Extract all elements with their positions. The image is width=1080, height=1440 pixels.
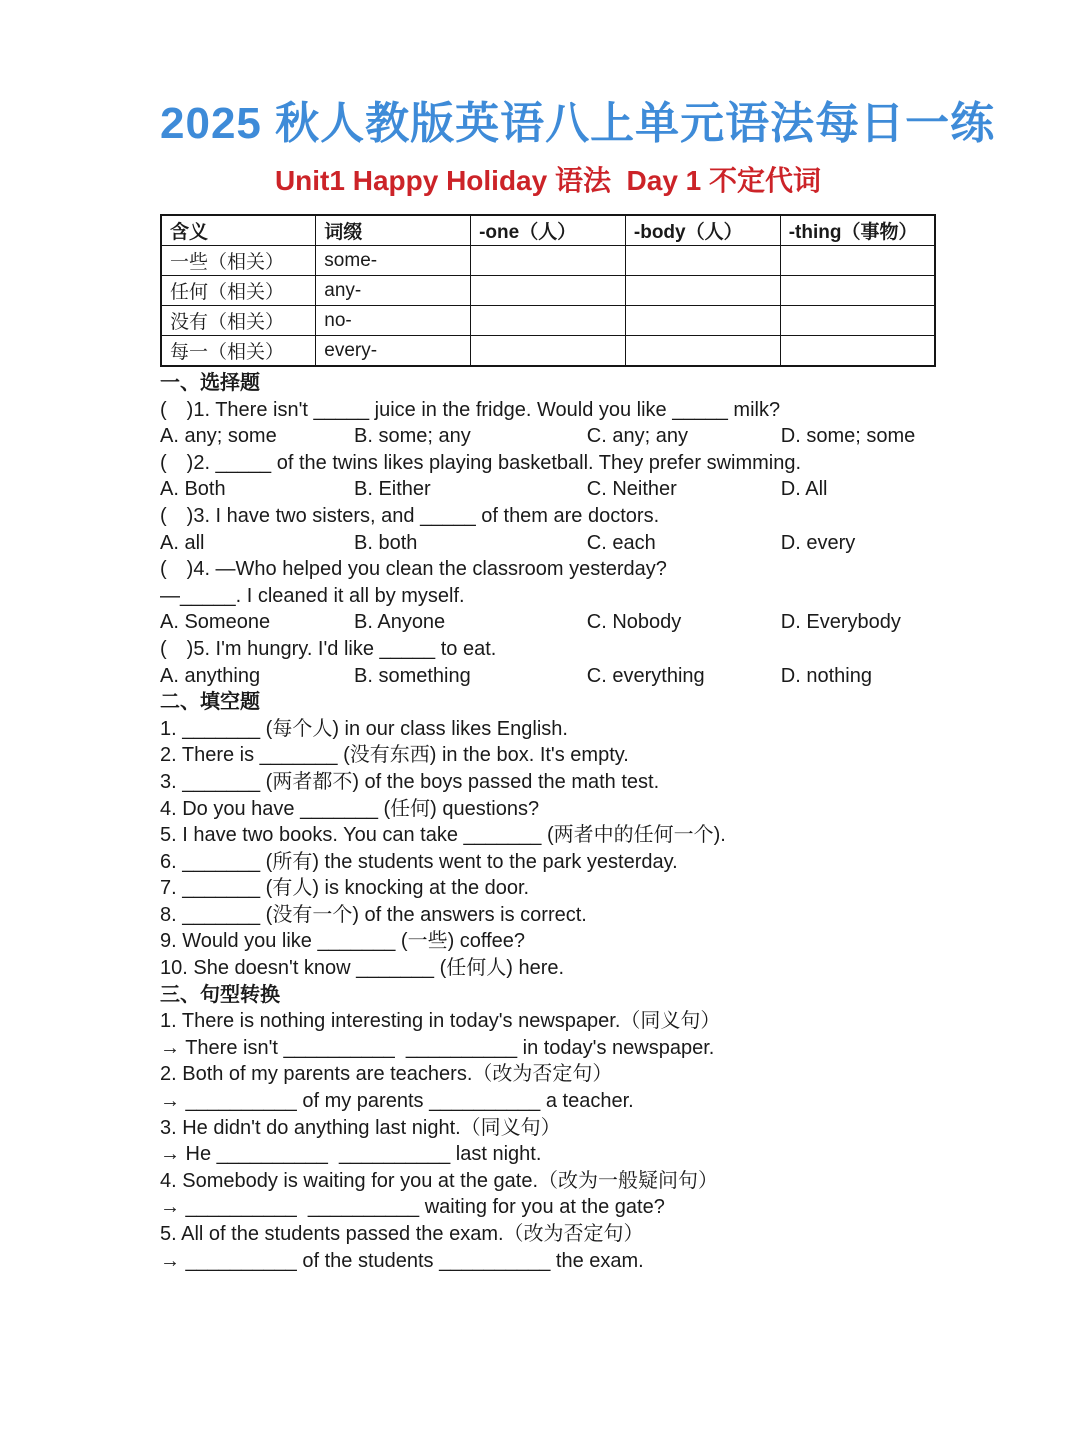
table-blank-cell bbox=[780, 246, 935, 276]
table-cell: some- bbox=[316, 246, 471, 276]
question-line: 3. _______ (两者都不) of the boys passed the math test. bbox=[160, 770, 660, 793]
section-heading: 二、填空题 bbox=[160, 691, 260, 714]
question-line: 6. _______ (所有) the students went to the park yesterday. bbox=[160, 850, 678, 873]
options-row bbox=[160, 530, 936, 557]
question-line: → __________ of my parents __________ a teacher. bbox=[160, 1090, 634, 1113]
option: D. some; some bbox=[780, 425, 916, 448]
prefix-table bbox=[160, 214, 936, 367]
question-line: 7. _______ (有人) is knocking at the door. bbox=[160, 877, 530, 900]
options-row bbox=[160, 423, 936, 450]
question-line: ( )1. There isn't _____ juice in the fridge. Would you like _____ milk? bbox=[160, 398, 781, 421]
table-blank-cell bbox=[471, 276, 626, 306]
options-row bbox=[160, 663, 936, 690]
option: D. Everybody bbox=[780, 611, 901, 634]
question-line: 4. Somebody is waiting for you at the gate.（改为一般疑问句） bbox=[160, 1169, 718, 1192]
section-heading: 三、句型转换 bbox=[160, 983, 280, 1006]
question-line: 8. _______ (没有一个) of the answers is correct. bbox=[160, 903, 587, 926]
option: D. nothing bbox=[780, 664, 872, 687]
option: C. Neither bbox=[586, 478, 677, 501]
table-row bbox=[161, 276, 935, 306]
table-row bbox=[161, 306, 935, 336]
question-line: 1. _______ (每个人) in our class likes English. bbox=[160, 717, 568, 740]
table-cell: 一些（相关） bbox=[161, 246, 316, 276]
page-subtitle: Unit1 Happy Holiday 语法 Day 1 不定代词 bbox=[274, 165, 822, 196]
option: B. something bbox=[354, 664, 471, 687]
question-line: 2. There is _______ (没有东西) in the box. It's empty. bbox=[160, 744, 629, 767]
table-cell: 任何（相关） bbox=[161, 276, 316, 306]
table-cell: every- bbox=[316, 336, 471, 367]
options-row bbox=[160, 609, 936, 636]
option: A. Both bbox=[160, 478, 226, 501]
question-line: → There isn't __________ __________ in today's newspaper. bbox=[160, 1036, 715, 1059]
section-heading: 一、选择题 bbox=[160, 372, 260, 394]
option: B. some; any bbox=[354, 425, 471, 448]
question-line: ( )3. I have two sisters, and _____ of them are doctors. bbox=[160, 504, 660, 527]
option: B. Anyone bbox=[354, 611, 446, 634]
option: A. all bbox=[160, 531, 205, 554]
question-line: 5. I have two books. You can take _______ (两者中的任何一个). bbox=[160, 824, 726, 847]
option: D. All bbox=[780, 478, 828, 501]
table-cell: 没有（相关） bbox=[161, 306, 316, 336]
question-line: 5. All of the students passed the exam.（改为否定句） bbox=[160, 1223, 644, 1245]
options-row bbox=[160, 476, 936, 503]
question-line: ( )2. _____ of the twins likes playing basketball. They prefer swimming. bbox=[160, 451, 802, 474]
page-title: 2025 秋人教版英语八上单元语法每日一练 bbox=[160, 99, 996, 148]
table-blank-cell bbox=[625, 336, 780, 367]
question-line: → He __________ __________ last night. bbox=[160, 1143, 542, 1166]
table-blank-cell bbox=[625, 306, 780, 336]
question-line: ( )5. I'm hungry. I'd like _____ to eat. bbox=[160, 637, 497, 660]
table-row bbox=[161, 246, 935, 276]
option: A. Someone bbox=[160, 611, 271, 634]
table-blank-cell bbox=[780, 306, 935, 336]
option: B. Either bbox=[354, 478, 431, 501]
table-header-cell: 含义 bbox=[161, 215, 316, 246]
table-header-cell: -one（人） bbox=[471, 215, 626, 246]
question-line: 10. She doesn't know _______ (任何人) here. bbox=[160, 957, 565, 980]
option: C. everything bbox=[586, 664, 705, 687]
question-line: ( )4. —Who helped you clean the classroom yesterday? bbox=[160, 558, 667, 581]
table-cell: no- bbox=[316, 306, 471, 336]
table-header-cell: 词缀 bbox=[316, 215, 471, 246]
table-blank-cell bbox=[625, 246, 780, 276]
table-blank-cell bbox=[471, 246, 626, 276]
worksheet-body bbox=[160, 370, 936, 1274]
option: B. both bbox=[354, 531, 418, 554]
option: A. anything bbox=[160, 664, 261, 687]
question-line: → __________ __________ waiting for you at the gate? bbox=[160, 1196, 665, 1219]
question-line: 9. Would you like _______ (一些) coffee? bbox=[160, 930, 526, 953]
table-header-cell: -thing（事物） bbox=[780, 215, 935, 246]
option: C. any; any bbox=[586, 425, 688, 448]
worksheet-content bbox=[160, 96, 996, 1274]
question-line: 3. He didn't do anything last night.（同义句） bbox=[160, 1116, 561, 1139]
question-line: —_____. I cleaned it all by myself. bbox=[160, 584, 465, 607]
table-cell: any- bbox=[316, 276, 471, 306]
option: A. any; some bbox=[160, 425, 277, 448]
question-line: 2. Both of my parents are teachers.（改为否定句） bbox=[160, 1063, 613, 1086]
option: D. every bbox=[780, 531, 856, 554]
table-cell: 每一（相关） bbox=[161, 336, 316, 367]
table-blank-cell bbox=[471, 306, 626, 336]
option: C. Nobody bbox=[586, 611, 682, 634]
question-line: 1. There is nothing interesting in today's newspaper.（同义句） bbox=[160, 1010, 721, 1033]
table-blank-cell bbox=[471, 336, 626, 367]
table-blank-cell bbox=[625, 276, 780, 306]
option: C. each bbox=[586, 531, 656, 554]
table-blank-cell bbox=[780, 336, 935, 367]
table-header-cell: -body（人） bbox=[625, 215, 780, 246]
question-line: → __________ of the students __________ the exam. bbox=[160, 1249, 644, 1272]
table-row bbox=[161, 336, 935, 367]
question-line: 4. Do you have _______ (任何) questions? bbox=[160, 797, 540, 820]
table-blank-cell bbox=[780, 276, 935, 306]
table-header-row bbox=[161, 215, 935, 246]
